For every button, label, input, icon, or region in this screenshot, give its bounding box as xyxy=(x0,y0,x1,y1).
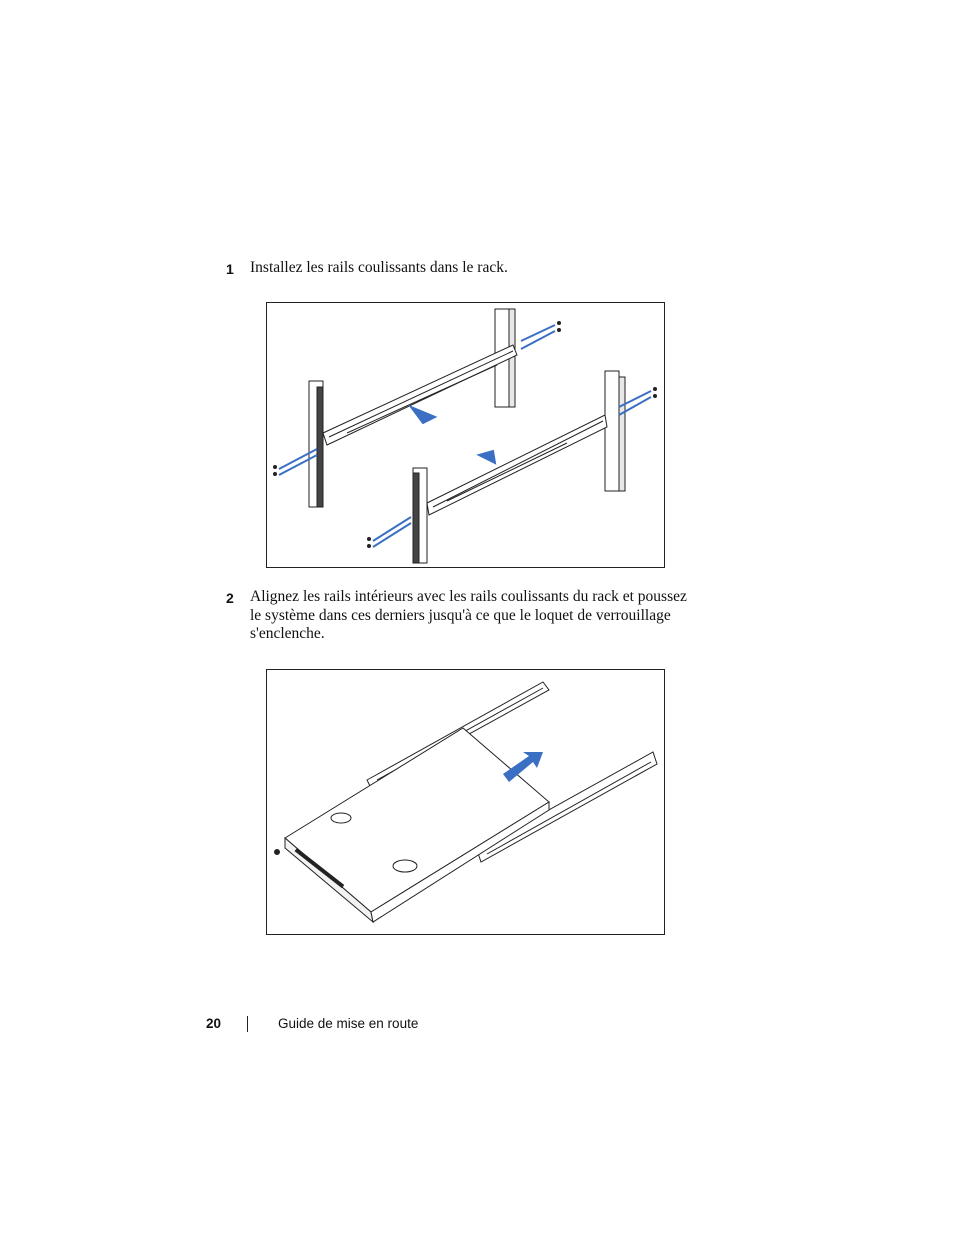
server-rack-illustration xyxy=(267,670,664,934)
footer-title: Guide de mise en route xyxy=(278,1016,419,1031)
footer-divider xyxy=(247,1016,248,1032)
rack-rails-illustration xyxy=(267,303,664,567)
system-insertion-figure xyxy=(266,669,665,935)
step-text: Installez les rails coulissants dans le rack. xyxy=(250,259,508,276)
page-number: 20 xyxy=(206,1016,222,1031)
step-number: 2 xyxy=(226,590,234,606)
step-number: 1 xyxy=(226,261,234,277)
rail-installation-figure xyxy=(266,302,665,568)
step-text: Alignez les rails intérieurs avec les rails coulissants du rack et poussez le système dans ces derniers jusqu'à ce que le loquet de verrouillage s'enclenche. xyxy=(250,588,687,642)
